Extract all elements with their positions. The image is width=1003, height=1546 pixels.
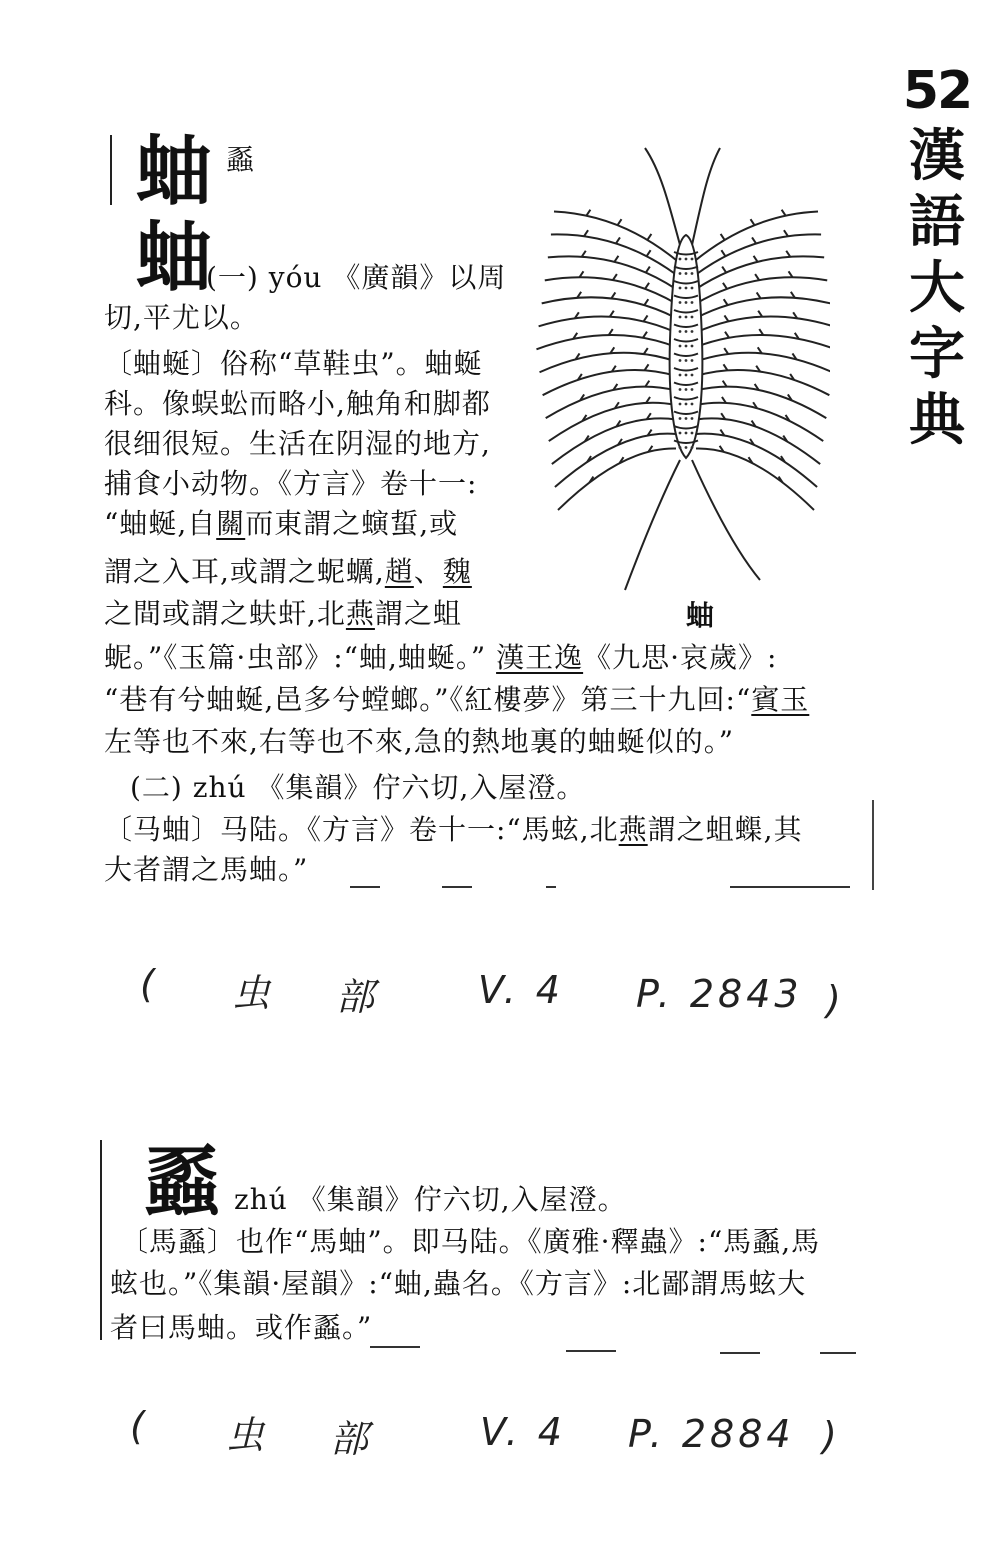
- body-stipple: [685, 316, 688, 319]
- text-line: 捕食小动物。《方言》卷十一:: [104, 467, 478, 500]
- text-line: 者曰馬蚰。或作蟸。”: [110, 1311, 373, 1344]
- handwritten-paren: (: [130, 1404, 149, 1448]
- scan-mark: [872, 800, 874, 890]
- proper-noun: 漢王逸: [496, 641, 584, 674]
- leg-barb: [611, 292, 615, 298]
- leg-barb: [755, 274, 759, 280]
- scan-mark: [370, 1346, 420, 1348]
- leg-barb: [646, 267, 650, 273]
- handwritten-radical: 虫: [232, 971, 275, 1015]
- text-span: 而東謂之螾蜇,或: [245, 507, 459, 540]
- body-stipple: [691, 287, 694, 290]
- leg-barb: [757, 292, 761, 298]
- centipede-leg-left: [555, 434, 676, 487]
- centipede-leg-left: [540, 353, 676, 372]
- headword: 蟸: [144, 1137, 220, 1226]
- body-stipple: [679, 287, 682, 290]
- text-line: 左等也不來,右等也不來,急的熱地裏的蚰蜒似的。”: [104, 725, 735, 758]
- leg-barb: [723, 364, 727, 370]
- title-char: 語: [909, 190, 965, 255]
- body-stipple: [679, 432, 682, 435]
- handwritten-bu: 部: [330, 1417, 373, 1461]
- body-stipple: [691, 374, 694, 377]
- body-stipple: [685, 301, 688, 304]
- title-char: 大: [909, 256, 965, 321]
- title-char: 漢: [909, 124, 965, 189]
- centipede-leg-right: [696, 403, 823, 441]
- leg-barb: [723, 283, 727, 289]
- body-stipple: [691, 301, 694, 304]
- headword: 蚰: [136, 213, 212, 302]
- leg-barb: [644, 348, 648, 354]
- leg-barb: [752, 237, 756, 243]
- antenna-left: [645, 148, 680, 245]
- proper-noun: 趙: [384, 555, 414, 588]
- body-stipple: [685, 417, 688, 420]
- body-stipple: [691, 403, 694, 406]
- handwritten-page: P. 2884: [628, 1412, 795, 1456]
- leg-barb: [645, 283, 649, 289]
- handwritten-paren: ): [826, 978, 845, 1022]
- margin-bar: [100, 1140, 102, 1340]
- body-stipple: [691, 417, 694, 420]
- handwritten-paren: (: [140, 962, 159, 1006]
- body-stipple: [679, 403, 682, 406]
- leg-barb: [725, 332, 729, 338]
- centipede-leg-left: [542, 297, 676, 318]
- centipede-leg-right: [696, 434, 817, 487]
- proper-noun: 燕: [345, 597, 375, 630]
- body-stipple: [691, 258, 694, 261]
- body-stipple: [691, 359, 694, 362]
- centipede-leg-right: [696, 234, 821, 274]
- text-line: [104, 590, 462, 638]
- scan-mark: [720, 1352, 760, 1354]
- leg-barb: [721, 234, 725, 240]
- text-line: 蚿也。”《集韻·屋韻》:“蚰,蟲名。《方言》:北鄙謂馬蚿大: [110, 1267, 807, 1300]
- text-span: 《九思·哀歲》:: [583, 641, 778, 674]
- text-line: (一) yóu 《廣韻》以周: [206, 261, 507, 294]
- leg-barb: [644, 315, 648, 321]
- tail-right: [692, 460, 760, 580]
- centipede-leg-right: [696, 418, 820, 464]
- tail-left: [625, 460, 680, 590]
- centipede-leg-right: [696, 353, 830, 372]
- body-stipple: [679, 258, 682, 261]
- scan-mark: [566, 1350, 616, 1352]
- text-line: zhú 《集韻》佇六切,入屋澄。: [234, 1183, 627, 1216]
- leg-barb: [647, 234, 651, 240]
- leg-barb: [584, 230, 588, 236]
- leg-barb: [724, 299, 728, 305]
- leg-barb: [782, 210, 786, 216]
- handwritten-bu: 部: [336, 975, 379, 1019]
- leg-barb: [618, 219, 622, 225]
- leg-barb: [784, 230, 788, 236]
- text-span: “巷有兮蚰蜒,邑多兮螳螂。”《紅樓夢》第三十九回:“: [104, 683, 752, 716]
- body-stipple: [691, 272, 694, 275]
- title-char: 典: [909, 388, 965, 453]
- leg-barb: [721, 250, 725, 256]
- variant-char: 蟸: [226, 143, 255, 176]
- leg-barb: [722, 267, 726, 273]
- leg-barb: [582, 251, 586, 257]
- body-stipple: [679, 446, 682, 449]
- leg-barb: [616, 237, 620, 243]
- centipede-illustration: [530, 140, 830, 600]
- body-stipple: [685, 403, 688, 406]
- body-stipple: [679, 359, 682, 362]
- text-line: 切,平尤以。: [104, 301, 259, 334]
- body-stipple: [679, 272, 682, 275]
- body-stipple: [679, 374, 682, 377]
- text-line: [104, 500, 458, 548]
- text-line: [104, 548, 472, 596]
- text-line: 很细很短。生活在阴湿的地方,: [104, 427, 491, 460]
- scan-mark: [730, 886, 850, 888]
- antenna-right: [692, 148, 720, 245]
- body-stipple: [691, 446, 694, 449]
- proper-noun: 關: [216, 507, 246, 540]
- text-span: 蚭。”《玉篇·虫部》:“蚰,蚰蜒。”: [104, 641, 487, 674]
- leg-barb: [724, 315, 728, 321]
- body-stipple: [685, 287, 688, 290]
- body-stipple: [691, 388, 694, 391]
- handwritten-page: P. 2843: [636, 972, 803, 1016]
- body-stipple: [679, 417, 682, 420]
- scan-mark: [442, 886, 472, 888]
- body-stipple: [685, 374, 688, 377]
- centipede-leg-left: [539, 317, 676, 333]
- text-line: [104, 676, 809, 724]
- leg-barb: [644, 299, 648, 305]
- proper-noun: 燕: [618, 813, 648, 846]
- centipede-leg-right: [696, 317, 830, 333]
- leg-barb: [586, 210, 590, 216]
- text-span: 、: [413, 555, 443, 588]
- body-stipple: [685, 272, 688, 275]
- headword-variant: 蚰: [136, 127, 212, 216]
- text-span: 謂之蛆: [374, 597, 462, 630]
- handwritten-volume: V. 4: [480, 1410, 566, 1454]
- body-stipple: [685, 446, 688, 449]
- body-stipple: [679, 301, 682, 304]
- body-stipple: [679, 330, 682, 333]
- centipede-leg-left: [551, 234, 676, 274]
- centipede-leg-left: [558, 448, 676, 510]
- illustration-caption: 蚰: [686, 599, 715, 632]
- text-span: 〔马蚰〕马陆。《方言》卷十一:“馬蚿,北: [104, 813, 619, 846]
- text-span: “蚰蜒,自: [104, 507, 217, 540]
- text-span: 謂之蛆蟝,其: [647, 813, 803, 846]
- scan-mark: [820, 1352, 856, 1354]
- centipede-leg-right: [696, 335, 830, 349]
- text-span: 謂之入耳,或謂之蚭蠣,: [104, 555, 385, 588]
- body-stipple: [685, 258, 688, 261]
- dictionary-title: [902, 58, 972, 454]
- body-stipple: [679, 388, 682, 391]
- margin-bar: [110, 135, 112, 205]
- body-stipple: [691, 316, 694, 319]
- body-stipple: [691, 432, 694, 435]
- page-number: 52: [902, 61, 972, 121]
- text-line: [104, 634, 777, 682]
- leg-barb: [643, 332, 647, 338]
- leg-barb: [614, 256, 618, 262]
- leg-barb: [754, 256, 758, 262]
- body-stipple: [679, 345, 682, 348]
- leg-barb: [786, 251, 790, 257]
- leg-barb: [751, 219, 755, 225]
- handwritten-paren: ): [822, 1414, 841, 1458]
- title-char: 字: [909, 322, 965, 387]
- body-stipple: [691, 330, 694, 333]
- body-stipple: [685, 330, 688, 333]
- body-stipple: [685, 359, 688, 362]
- centipede-leg-left: [536, 335, 676, 349]
- text-line: 〔馬蟸〕也作“馬蚰”。即马陆。《廣雅·釋蟲》:“馬蟸,馬: [120, 1225, 821, 1258]
- text-line: 大者謂之馬蚰。”: [104, 853, 309, 886]
- text-span: 之間或謂之蚨虷,北: [104, 597, 346, 630]
- proper-noun: 賓玉: [751, 683, 810, 716]
- text-line: 科。像蜈蚣而略小,触角和脚都: [104, 387, 491, 420]
- scan-mark: [350, 886, 380, 888]
- proper-noun: 魏: [442, 555, 472, 588]
- text-line: 〔蚰蜒〕俗称“草鞋虫”。蚰蜒: [104, 347, 483, 380]
- body-stipple: [685, 388, 688, 391]
- leg-barb: [645, 364, 649, 370]
- body-stipple: [691, 345, 694, 348]
- centipede-leg-left: [549, 403, 676, 441]
- centipede-leg-right: [696, 297, 830, 318]
- handwritten-volume: V. 4: [478, 968, 564, 1012]
- leg-barb: [724, 348, 728, 354]
- handwritten-radical: 虫: [226, 1413, 269, 1457]
- leg-barb: [613, 274, 617, 280]
- leg-barb: [647, 250, 651, 256]
- centipede-leg-left: [552, 418, 676, 464]
- scan-mark: [546, 886, 556, 888]
- body-stipple: [685, 432, 688, 435]
- body-stipple: [685, 345, 688, 348]
- centipede-leg-right: [696, 448, 814, 510]
- text-line: (二) zhú 《集韻》佇六切,入屋澄。: [130, 771, 586, 804]
- body-stipple: [679, 316, 682, 319]
